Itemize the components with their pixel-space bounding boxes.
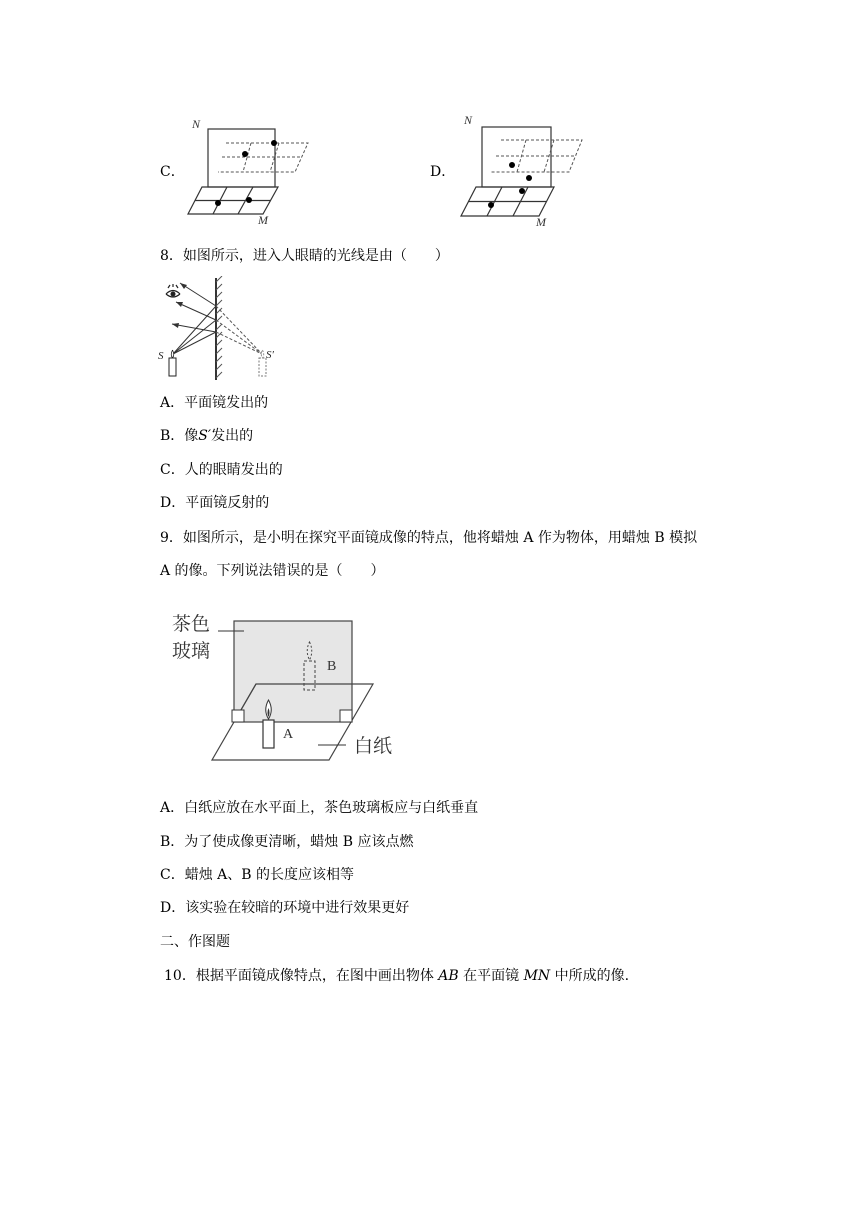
label-m: M	[258, 213, 268, 227]
q9-option-d[interactable]	[160, 898, 409, 918]
option-text: 发出的	[211, 428, 254, 444]
q8-stem: 8．如图所示，进入人眼睛的光线是由（ ）	[160, 248, 449, 264]
option-text: 白纸应放在水平面上，茶色玻璃板应与白纸垂直	[184, 800, 479, 816]
section-title: 二、作图题	[160, 934, 230, 950]
label-s: S	[158, 350, 164, 362]
option-var: S′	[198, 428, 212, 444]
question-var: AB	[438, 968, 459, 984]
option-key: B．	[160, 834, 185, 850]
label-candle-a: A	[283, 727, 294, 742]
option-key: D．	[160, 495, 186, 511]
option-key: A．	[160, 800, 185, 816]
q9-option-c[interactable]	[160, 865, 354, 885]
q9-option-b[interactable]	[160, 832, 414, 852]
option-text: 平面镜发出的	[184, 395, 269, 411]
option-text: 平面镜反射的	[185, 495, 270, 511]
option-key: A．	[160, 395, 185, 411]
option-key: C．	[160, 867, 185, 883]
option-text: 人的眼睛发出的	[184, 462, 283, 478]
option-text: 蜡烛 A、B 的长度应该相等	[184, 867, 355, 883]
q9-option-a[interactable]	[160, 798, 478, 818]
label-m: M	[536, 215, 546, 229]
label-s-prime: S′	[266, 349, 274, 361]
question-text: 中所成的像.	[550, 968, 630, 984]
label-white-paper: 白纸	[354, 735, 393, 757]
option-key: B．	[160, 428, 185, 444]
option-key: C．	[160, 462, 185, 478]
option-text: 该实验在较暗的环境中进行效果更好	[185, 900, 410, 916]
option-c-label: C．	[160, 164, 185, 180]
option-key: D．	[160, 900, 186, 916]
option-d-figure	[454, 110, 586, 232]
label-candle-b: B	[327, 659, 337, 674]
q9-figure	[160, 600, 410, 770]
option-c-figure	[182, 112, 312, 230]
question-text: 在平面镜	[458, 968, 524, 984]
label-glass-line2: 玻璃	[172, 640, 211, 662]
question-var: MN	[523, 968, 551, 984]
label-n: N	[464, 113, 473, 127]
q8-option-a[interactable]	[160, 393, 268, 413]
question-text: 根据平面镜成像特点，在图中画出物体	[195, 968, 439, 984]
option-text: 为了使成像更清晰，蜡烛 B 应该点燃	[184, 834, 414, 850]
q8-option-c[interactable]	[160, 460, 283, 480]
q9-stem-line1: 9．如图所示，是小明在探究平面镜成像的特点，他将蜡烛 A 作为物体，用蜡烛 B 模拟	[160, 530, 698, 546]
q8-option-d[interactable]	[160, 493, 269, 513]
option-text: 像	[184, 428, 199, 444]
label-glass-line1: 茶色	[172, 613, 211, 635]
option-d-label: D．	[430, 164, 456, 180]
label-n: N	[192, 117, 201, 131]
q8-figure	[156, 276, 280, 382]
q9-stem-line2: A 的像。下列说法错误的是（ ）	[160, 563, 385, 579]
q10-stem	[164, 966, 629, 986]
q8-option-b[interactable]	[160, 426, 253, 446]
question-number: 10．	[164, 968, 196, 984]
